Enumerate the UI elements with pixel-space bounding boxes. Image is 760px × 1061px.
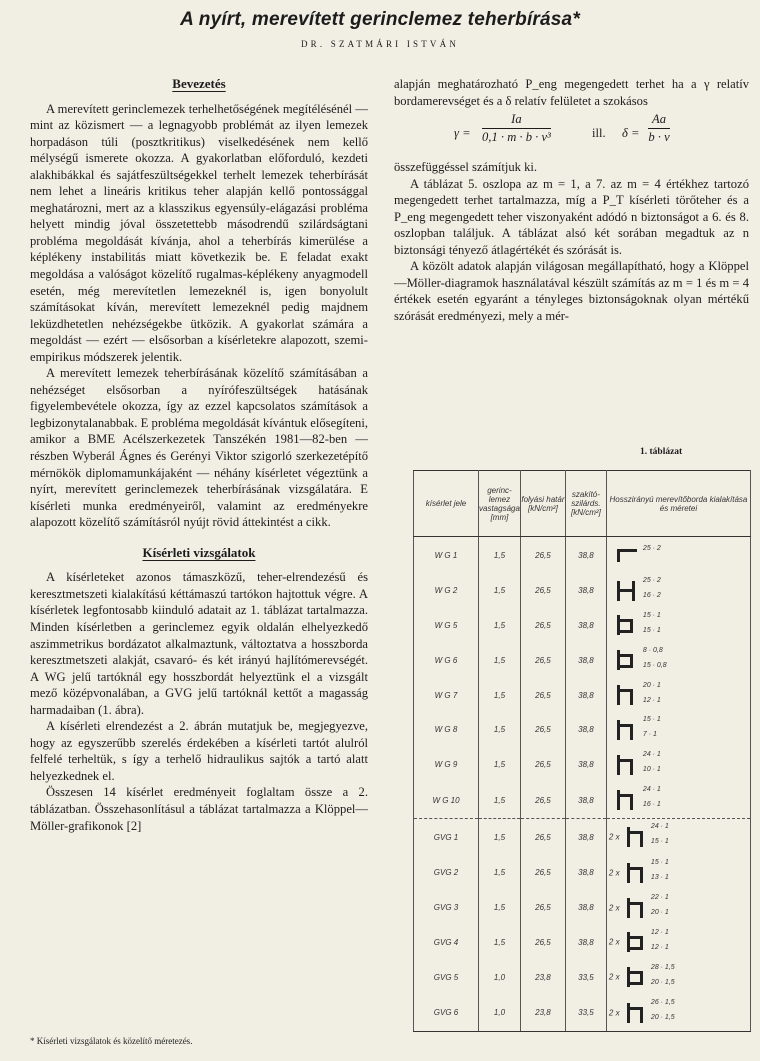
stiffener-dimension: 22 · 1: [650, 894, 669, 902]
stiffener-dimension: 20 · 1,5: [650, 1013, 675, 1021]
multiplier: 2 x: [608, 972, 620, 982]
cell-id: GVG 1: [414, 819, 479, 856]
cell-id: GVG 4: [414, 925, 479, 960]
stiffener-dimension: 28 · 1,5: [650, 963, 675, 971]
cell-stiffener: [606, 712, 750, 747]
stiffener-dimension: 8 · 0,8: [642, 646, 663, 654]
stiffener-dimension: 20 · 1: [642, 681, 661, 689]
author-name: DR. SZATMÁRI ISTVÁN: [300, 39, 460, 49]
stiffener-profile-icon: [615, 648, 639, 672]
cell-thickness: 1,5: [479, 890, 521, 925]
stiffener-dimension: 12 · 1: [642, 696, 661, 704]
cell-stiffener: [606, 537, 750, 574]
stiffener-dimension: 15 · 1: [642, 716, 661, 724]
cell-id: W G 2: [414, 573, 479, 608]
formula-gamma-lhs: γ =: [454, 126, 471, 141]
stiffener-profile-icon: [615, 683, 639, 707]
paragraph: A kísérleteket azonos támaszközű, teher-elrendezésű és keresztmetszeti kialakítású kéttámaszú tartókon hajtottuk végre. A kísérletek legfontosabb kiinduló adatait az 1. táblázat tartalmazza. Minden kísérletben a gerinclemez egyik oldalán elhelyezkedő aszimmetrikus bordázatot alkalmaztunk, változtatva a hosszborda keresztmetszeti alakját, csavaró- és két irányú hajlítómerevségét. A WG jelű tartóknál egy hosszbordát helyeztünk el a vizsgált mező középvonalában, a GVG jelű tartóknál kettőt a magasság harmadaiban (1. ábra).: [30, 570, 368, 717]
cell-stiffener: [606, 678, 750, 713]
stiffener-profile-icon: [625, 965, 649, 989]
stiffener-dimension: 15 · 1: [650, 838, 669, 846]
table-1: [413, 470, 751, 1032]
table-body: [414, 537, 751, 1032]
table-row: [414, 537, 751, 574]
cell-yield: 26,5: [520, 925, 565, 960]
multiplier: 2 x: [608, 903, 620, 913]
cell-ultimate: 38,8: [565, 819, 606, 856]
cell-thickness: 1,5: [479, 819, 521, 856]
paragraph: A közölt adatok alapján világosan megállapítható, hogy a Klöppel—Möller-diagramok használatával készült számítás az m = 1 és m = 4 értékek esetén egyaránt a tényleges biztonságoknak olyan mértékű szórását eredményezi, mely a mér-: [394, 259, 749, 324]
cell-stiffener: [606, 747, 750, 782]
table-row: [414, 995, 751, 1032]
table-row: [414, 960, 751, 995]
stiffener-dimension: 15 · 1: [650, 859, 669, 867]
stiffener-dimension: 13 · 1: [650, 874, 669, 882]
cell-stiffener: [606, 855, 750, 890]
formula-delta-lhs: δ =: [622, 126, 640, 141]
cell-thickness: 1,0: [479, 995, 521, 1032]
cell-thickness: 1,5: [479, 855, 521, 890]
cell-yield: 26,5: [520, 747, 565, 782]
cell-stiffener: [606, 643, 750, 678]
table-row: [414, 608, 751, 643]
col-header-yield: folyási határ [kN/cm²]: [520, 471, 565, 537]
cell-yield: 26,5: [520, 819, 565, 856]
cell-ultimate: 38,8: [565, 678, 606, 713]
cell-stiffener: [606, 573, 750, 608]
stiffener-profile-icon: [625, 896, 649, 920]
cell-id: GVG 5: [414, 960, 479, 995]
stiffener-dimension: 24 · 1: [642, 786, 661, 794]
stiffener-profile-icon: [625, 825, 649, 849]
cell-thickness: 1,5: [479, 782, 521, 819]
formula-gamma-denominator: 0,1 · m · b · v³: [482, 129, 551, 144]
right-column: [394, 76, 749, 325]
cell-id: GVG 3: [414, 890, 479, 925]
table-row: [414, 712, 751, 747]
multiplier: 2 x: [608, 937, 620, 947]
cell-ultimate: 38,8: [565, 890, 606, 925]
stiffener-profile-icon: [615, 613, 639, 637]
stiffener-dimension: 15 · 1: [642, 627, 661, 635]
multiplier: 2 x: [608, 1008, 620, 1018]
cell-id: GVG 6: [414, 995, 479, 1032]
cell-ultimate: 38,8: [565, 712, 606, 747]
table-row: [414, 643, 751, 678]
col-header-ultimate: szakító-szilárds. [kN/cm²]: [565, 471, 606, 537]
cell-yield: 26,5: [520, 712, 565, 747]
stiffener-profile-icon: [615, 579, 639, 603]
cell-stiffener: [606, 995, 750, 1032]
cell-ultimate: 38,8: [565, 573, 606, 608]
col-header-thickness: gerinc-lemez vastagsága [mm]: [479, 471, 521, 537]
formula-delta-denominator: b · v: [648, 129, 670, 144]
formula-ill: ill.: [592, 126, 606, 141]
stiffener-dimension: 12 · 1: [650, 929, 669, 937]
multiplier: 2 x: [608, 832, 620, 842]
stiffener-profile-icon: [625, 1001, 649, 1025]
cell-ultimate: 38,8: [565, 747, 606, 782]
cell-thickness: 1,5: [479, 678, 521, 713]
cell-thickness: 1,5: [479, 712, 521, 747]
footnote: * Kísérleti vizsgálatok és közelítő méretezés.: [30, 1036, 193, 1046]
stiffener-dimension: 24 · 1: [650, 823, 669, 831]
stiffener-profile-icon: [615, 788, 639, 812]
stiffener-dimension: 25 · 2: [642, 577, 661, 585]
stiffener-dimension: 20 · 1: [650, 909, 669, 917]
cell-yield: 26,5: [520, 855, 565, 890]
paragraph: Összesen 14 kísérlet eredményeit foglaltam össze a 2. táblázatban. Összehasonlításul a táblázat tartalmazza a Klöppel—Möller-grafikonok [2]: [30, 785, 368, 833]
cell-yield: 23,8: [520, 960, 565, 995]
cell-stiffener: [606, 782, 750, 819]
multiplier: 2 x: [608, 868, 620, 878]
article-title: A nyírt, merevített gerinclemez teherbírása*: [180, 9, 580, 30]
stiffener-dimension: 12 · 1: [650, 944, 669, 952]
stiffener-profile-icon: [625, 930, 649, 954]
cell-ultimate: 38,8: [565, 925, 606, 960]
stiffener-profile-icon: [625, 861, 649, 885]
formula-gamma-fraction: [482, 111, 551, 145]
cell-stiffener: [606, 819, 750, 856]
cell-yield: 26,5: [520, 782, 565, 819]
cell-thickness: 1,5: [479, 925, 521, 960]
cell-thickness: 1,5: [479, 537, 521, 574]
table-row: [414, 925, 751, 960]
cell-id: W G 5: [414, 608, 479, 643]
cell-yield: 26,5: [520, 573, 565, 608]
left-column: [30, 76, 368, 834]
stiffener-dimension: 15 · 1: [642, 612, 661, 620]
cell-thickness: 1,5: [479, 747, 521, 782]
table-row: [414, 573, 751, 608]
cell-ultimate: 38,8: [565, 608, 606, 643]
paragraph: A merevített gerinclemezek terhelhetőségének megítélésénél — mint az közismert — a legnagyobb problémát az ilyen lemezek horpadáson túli (posztkritikus) viselkedésének nem kellő mélységű ismerete okozza. A gyakorlatban előforduló, kezdeti alakhibákkal és sajátfeszültségekkel terhelt lemezek teherbírását nem lehet a lineáris kritikus teher alapján kellő pontossággal meghatározni, mert az a klasszikus egyensúly-elágazási probléma helyett mindig jóval összetettebb másodrendű szilárdságtani probléma megoldását kívánja, ahol a teherbírás kimerülése a képlékeny instabilitás miatt következik be. E feladat exakt megoldása a valóságot közelítő rugalmas-képlékeny anyagmodell esetén, még merevítetlen lemezeknél is, igen bonyolult számításokat kíván, merevített lemezeknél pedig majdnem leküzdhetetlen nehézségekbe ütközik. A gyakorlat számára a megoldást — ezért — elsősorban a kísérletekre alapozott, szemi-empirikus módszerek jelentik.: [30, 101, 368, 364]
cell-thickness: 1,5: [479, 608, 521, 643]
paragraph: összefüggéssel számítjuk ki.: [394, 160, 538, 175]
cell-yield: 26,5: [520, 537, 565, 574]
cell-id: W G 7: [414, 678, 479, 713]
formula: [394, 109, 749, 159]
table-caption: 1. táblázat: [640, 447, 683, 457]
stiffener-dimension: 16 · 1: [642, 801, 661, 809]
cell-stiffener: [606, 925, 750, 960]
col-header-stiffener: Hosszirányú merevítőborda kialakítása és méretei: [606, 471, 750, 537]
paragraph: A merevített lemezek teherbírásának közelítő számításában a nehézséget elsősorban a nyírófeszültségek hatásának figyelembevétele okozza, így az ezzel kapcsolatos számítások a legbizonytalanabbak. E probléma megoldását kívántuk elősegíteni, amikor a BME Acélszerkezetek Tanszékén 1981—82-ben — részben Wyberál Ágnes és Gerényi Viktor szigorló szerkezetépítő mérnökök diplomamunkájaként — néhány kísérletet végeztünk a nyírt, merevített gerinclemezek teherbírásának vizsgálatára. E kísérleti munka eredményeiről, valamint az eredményekre alapozott közelítő számításról nyújt rövid áttekintést a cikk.: [30, 366, 368, 530]
stiffener-dimension: 10 · 1: [642, 766, 661, 774]
cell-id: W G 9: [414, 747, 479, 782]
cell-yield: 26,5: [520, 678, 565, 713]
cell-id: W G 10: [414, 782, 479, 819]
cell-ultimate: 38,8: [565, 855, 606, 890]
stiffener-dimension: 20 · 1,5: [650, 978, 675, 986]
cell-stiffener: [606, 608, 750, 643]
paragraph: A táblázat 5. oszlopa az m = 1, a 7. az m = 4 értékhez tartozó megengedett terhet tartalmazza, míg a P_T kísérleti törőteher és a P_eng megengedett teher viszonyaként adódó n biztonságot a 6. és 8. oszlopban találjuk. A táblázat alsó két sorában megadtuk az n biztonsági tényező átlagértékét és szórását is.: [394, 176, 749, 257]
cell-thickness: 1,0: [479, 960, 521, 995]
cell-id: W G 1: [414, 537, 479, 574]
col-header-id: kísérlet jele: [414, 471, 479, 537]
cell-yield: 26,5: [520, 643, 565, 678]
stiffener-dimension: 26 · 1,5: [650, 998, 675, 1006]
cell-thickness: 1,5: [479, 573, 521, 608]
paragraph: A kísérleti elrendezést a 2. ábrán mutatjuk be, megjegyezve, hogy az egyszerűbb szerelés érdekében a kísérleti tartót alulról felfelé terheltük, s így a terhelő hidraulikus sajtók a tartó alatt helyezkednek el.: [30, 719, 368, 783]
stiffener-profile-icon: [615, 753, 639, 777]
stiffener-dimension: 7 · 1: [642, 731, 657, 739]
cell-id: GVG 2: [414, 855, 479, 890]
cell-yield: 26,5: [520, 608, 565, 643]
table-row: [414, 890, 751, 925]
stiffener-dimension: 25 · 2: [642, 545, 661, 552]
cell-id: W G 8: [414, 712, 479, 747]
table-row: [414, 782, 751, 819]
section-heading-kiserleti: Kísérleti vizsgálatok: [142, 544, 256, 560]
cell-ultimate: 33,5: [565, 960, 606, 995]
stiffener-profile-icon: [615, 718, 639, 742]
stiffener-dimension: 16 · 2: [642, 592, 661, 600]
table-row: [414, 855, 751, 890]
table-row: [414, 819, 751, 856]
stiffener-profile-icon: [615, 546, 639, 564]
formula-gamma-numerator: Ia: [482, 111, 551, 129]
cell-ultimate: 38,8: [565, 537, 606, 574]
stiffener-dimension: 24 · 1: [642, 751, 661, 759]
cell-ultimate: 33,5: [565, 995, 606, 1032]
cell-ultimate: 38,8: [565, 782, 606, 819]
formula-delta-numerator: Aa: [648, 111, 670, 129]
stiffener-dimension: 15 · 0,8: [642, 661, 667, 669]
table-row: [414, 747, 751, 782]
cell-stiffener: [606, 960, 750, 995]
cell-yield: 26,5: [520, 890, 565, 925]
paragraph: alapján meghatározható P_eng megengedett terhet ha a γ relatív bordamerevséget és a δ relatív felületet a szokásos: [394, 77, 749, 108]
cell-thickness: 1,5: [479, 643, 521, 678]
cell-id: W G 6: [414, 643, 479, 678]
table-row: [414, 678, 751, 713]
cell-stiffener: [606, 890, 750, 925]
cell-yield: 23,8: [520, 995, 565, 1032]
cell-ultimate: 38,8: [565, 643, 606, 678]
section-heading-bevezetes: Bevezetés: [172, 76, 226, 91]
formula-delta-fraction: [648, 111, 670, 145]
